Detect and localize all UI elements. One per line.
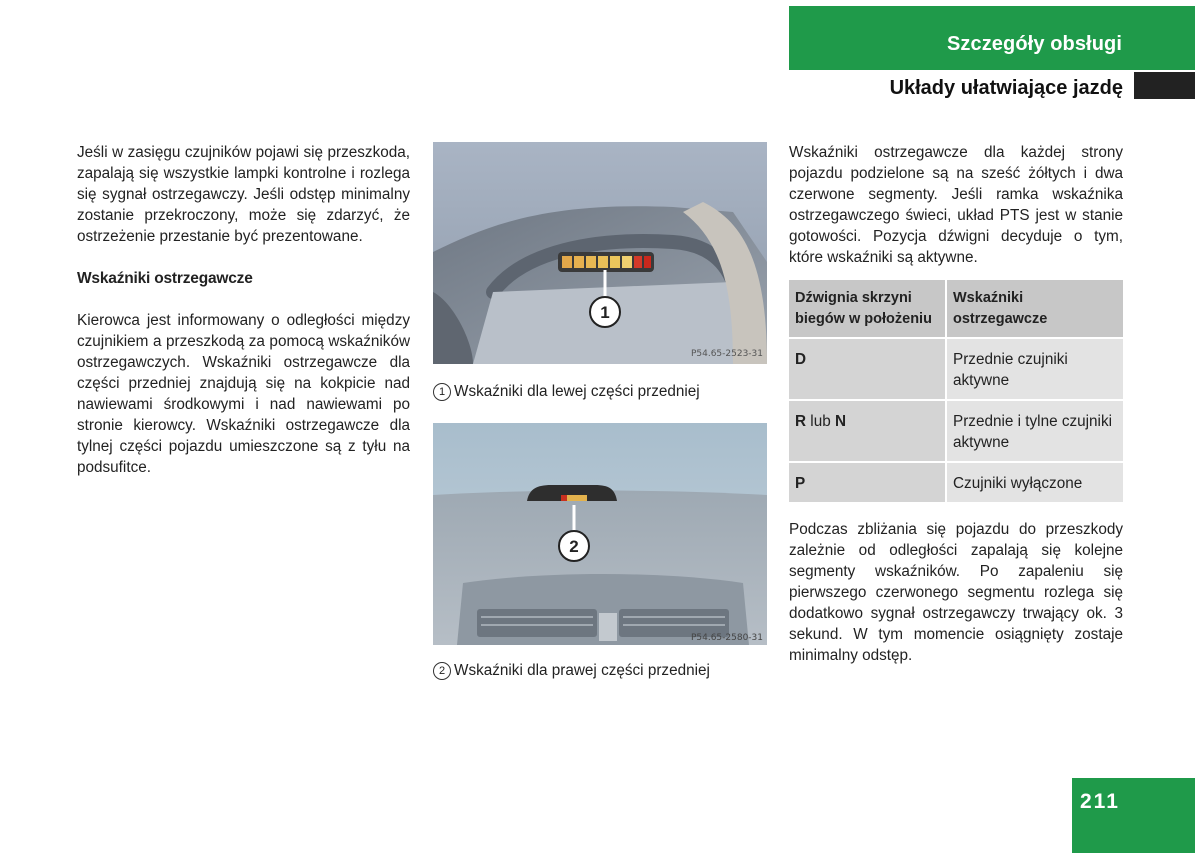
- dashboard-photo-left: [433, 142, 767, 364]
- table-row: [789, 339, 1123, 401]
- figure-caption-2: [433, 662, 710, 680]
- gear-letter-2: N: [834, 413, 847, 430]
- section-header-bar: [789, 6, 1195, 70]
- caption-text-2: Wskaźniki dla prawej części przedniej: [454, 662, 710, 679]
- segments-paragraph: Wskaźniki ostrzegawcze dla każdej strony pojazdu podzielone są na sześć żółtych i dwa czerwone segmenty. Jeśli ramka wskaźnika ostrzegawczego świeci, układ PTS jest w stanie gotowości. Pozycja dźwigni decyduje o tym, które wskaźniki są aktywne.: [789, 144, 1123, 266]
- table-row: [789, 463, 1123, 504]
- figure-caption-1: [433, 383, 700, 401]
- approach-paragraph: Podczas zbliżania się pojazdu do przeszkody zależnie od odległości zapalają się kolejne segmenty wskaźników. Po zapaleniu się pierwszego czerwonego segmentu rozlega się dodatkowo sygnał ostrzegawczy trwający ok. 3 sekund. W tym momencie osiągnięty zostaje minimalny odstęp.: [789, 521, 1123, 664]
- indicators-paragraph: Kierowca jest informowany o odległości między czujnikiem a przeszkodą za pomocą wskaźników ostrzegawczych. Wskaźniki ostrzegawcze dla części przedniej znajdują się na kokpicie nad nawiewami środkowymi i nad nawiewami po stronie kierowcy. Wskaźniki ostrzegawcze dla tylnej części pojazdu umieszczone są z tyłu na podsufitce.: [77, 312, 410, 476]
- intro-paragraph: Jeśli w zasięgu czujników pojawi się przeszkoda, zapalają się wszystkie lampki kontrolne i rozlega się sygnał ostrzegawczy. Jeśli odstęp minimalny zostanie przekroczony, może się zdarzyć, że ostrzeżenie przestanie być prezentowane.: [77, 144, 410, 245]
- figure-marker-1: 1: [600, 303, 610, 322]
- gear-letter: D: [795, 351, 807, 368]
- caption-marker-2: 2: [433, 662, 451, 680]
- table-header-indicators: Wskaźniki ostrzegawcze: [947, 280, 1123, 339]
- left-column: [77, 142, 410, 478]
- gear-letter: R: [795, 413, 807, 430]
- section-title: Szczegóły obsługi: [946, 33, 1122, 55]
- photo-code-2: P54.65-2580-31: [690, 633, 763, 643]
- figure-marker-2: 2: [569, 537, 579, 556]
- gear-cell: [789, 463, 947, 504]
- indicator-cell: Czujniki wyłączone: [947, 463, 1123, 504]
- gear-letter: P: [795, 475, 806, 492]
- dashboard-photo-right: [433, 423, 767, 645]
- right-column: [789, 142, 1123, 268]
- gear-indicator-table: [789, 280, 1123, 504]
- warning-indicators-heading: Wskaźniki ostrzegawcze: [77, 270, 253, 287]
- indicator-cell: Przednie i tylne czujniki aktywne: [947, 401, 1123, 463]
- subsection-title: Układy ułatwiające jazdę: [889, 77, 1123, 99]
- figure-right-front-indicators: [433, 423, 767, 645]
- caption-text-1: Wskaźniki dla lewej części przedniej: [454, 383, 700, 400]
- table-header-row: [789, 280, 1123, 339]
- gear-cell: [789, 401, 947, 463]
- gear-cell: [789, 339, 947, 401]
- page-number-box: [1072, 778, 1195, 853]
- page-number: 211: [1080, 790, 1120, 813]
- subsection-marker: [1134, 72, 1195, 99]
- gear-separator: lub: [806, 413, 835, 430]
- figure-left-front-indicators: [433, 142, 767, 364]
- caption-marker-1: 1: [433, 383, 451, 401]
- table-row: [789, 401, 1123, 463]
- photo-code-1: P54.65-2523-31: [690, 349, 763, 359]
- right-column-lower: [789, 519, 1123, 666]
- indicator-cell: Przednie czujniki aktywne: [947, 339, 1123, 401]
- table-header-gear: Dźwignia skrzyni biegów w położeniu: [789, 280, 947, 339]
